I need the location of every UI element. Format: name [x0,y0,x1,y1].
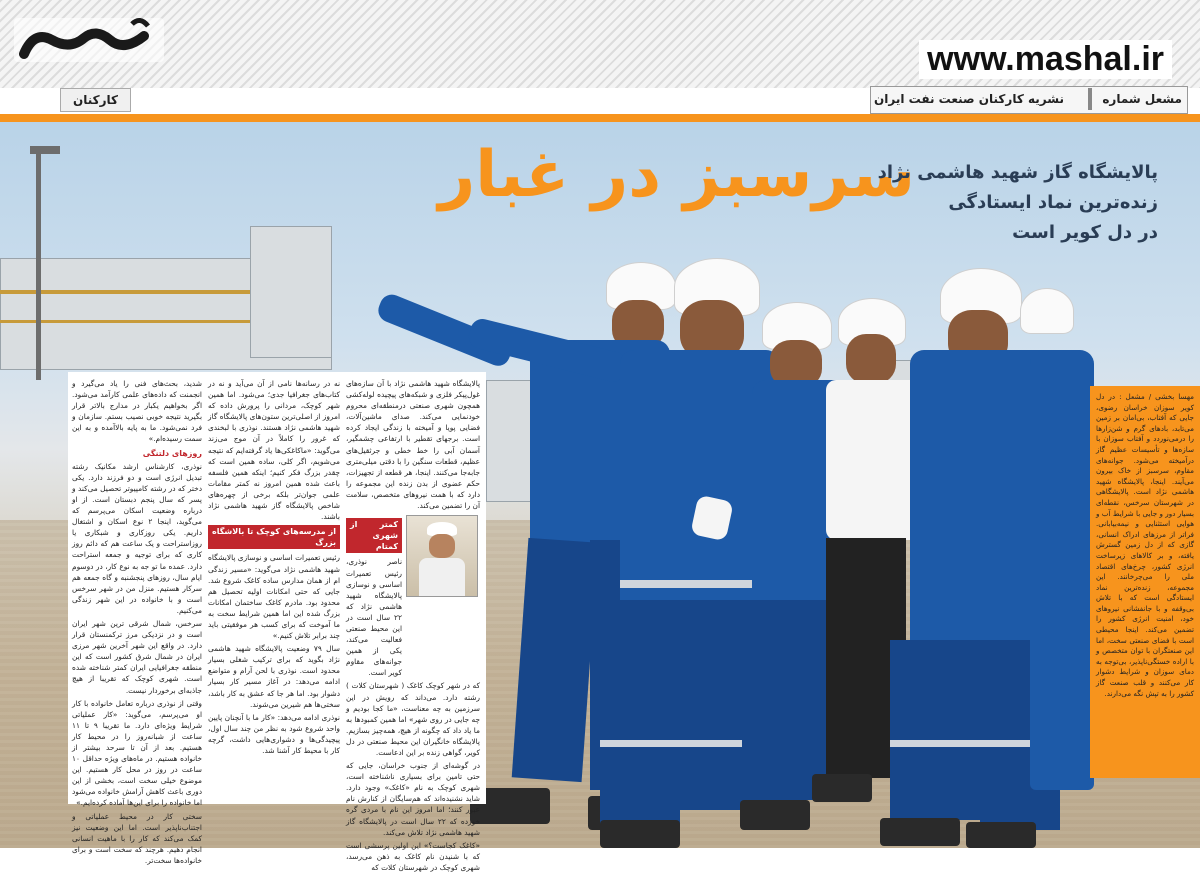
mashal-logo [14,10,164,70]
subtitle-line: در دل کویر است [1012,222,1158,243]
subtitle-line: زنده‌ترین نماد ایستادگی [948,192,1158,213]
text-column-right [346,378,480,872]
author-shirt [419,558,465,596]
light-pole [36,150,41,380]
author-text [346,515,402,680]
paragraph: «کاغک کجاست؟» این اولین پرسشی است که با شنیدن نام کاغک به ذهن می‌رسد، شهری کوچک در شهرستان کلات که [346,840,480,872]
paragraph: در گوشه‌ای از جنوب خراسان، جایی که حتی تامین برای بسیاری ناشناخته است، شهری کوچک به نام «کاغک» وجود دارد. شاید نشنیده‌اند که هم‌سایگان از کنارش نام عبور کنند؛ اما امروز این نام با مردی گره خورده که ۲۲ سال است در پالایشگاه گاز شهید هاشمی نژاد تلاش می‌کند. [346,761,480,837]
paragraph: رئیس تعمیرات اساسی و نوسازی پالایشگاه شهید هاشمی نژاد می‌گوید: «مسیر زندگی ام از همان مدارس ساده کاغک شروع شد. جایی که حتی امکانات اولیه تحصیل هم محدود بود. مادرم کاغک ساختمان امکانات بزرگ شده این اما همین شرایط سخت به ما آموخت که برای کسب هر موفقیتی باید چند برابر تلاش کنیم.» [208,553,340,641]
paragraph: نوذری، کارشناس ارشد مکانیک رشته تبدیل انرژی است و دو فرزند دارد. یکی دختر که در رشته کامپیوتر تحصیل می‌کند و پسر که سال پنجم دبستان است. از او درباره وضعیت اسکان می‌پرسم که می‌گوید، اینجا ۲ نوع اسکان و اشتغال داریم. یکی روزکاری و شبکاری یا روزاستراحت و یک ساعت هم که دائم روز کاری که برای توجیه و جمعه استراحت دارد. عمده ما تو جه به نوع کار، در دوسوم ایام سال، روزهای پنجشنبه و گاه جمعه هم سرکار هستیم. منزل من در شهر سرخس است و با خانواده در این شهر زندگی می‌کنیم. [72,461,202,615]
lead-sidebar [1090,386,1200,778]
subtitle-line: پالایشگاه گاز شهید هاشمی نژاد [877,162,1158,183]
author-heading: کمتر از شهری کمتام [346,518,402,553]
section-label: کارکنان [60,88,131,112]
author-face [429,534,455,558]
worker-shoe [812,774,872,802]
paragraph: پالایشگاه شهید هاشمی نژاد با آن سازه‌های غول‌پیکر فلزی و شبکه‌های پیچیده لوله‌کشی همچون شهری صنعتی درمنطقه‌ای محروم خودنمایی می‌کند. صدای ماشین‌آلات، فضایی پویا و آمیخته با زندگی ایجاد کرده است. برجهای تقطیر با ارتفاعی چشمگیر، آسمان آبی را خط خطی و جرثقیل‌های عظیم، قطعات سنگین را با دقتی میلی‌متری جابه‌جا می‌کنند. اینجا، هر قطعه از تجهیزات، حکم عضوی از بدن زنده این مجموعه را دارد که با همت نیروهای متخصص، سلامت آن را تضمین می‌کند. [346,379,480,511]
article-subtitle [878,158,1158,248]
text-column-left [72,378,203,865]
paragraph: سرخس، شمال شرقی ترین شهر ایران است و در نزدیکی مرز ترکمنستان قرار دارد. در واقع این شهر آخرین شهر مرزی ایران در شمال شرق کشور است که این منطقه جغرافیایی ایران کمتر شناخته شده است. شهری کوچک که تقریبا از هیچ جاذبه‌ای برخوردار نیست. [72,618,202,695]
worker-leg [600,600,680,830]
subheading: روزهای دلتنگی [142,448,202,458]
subheading: از مدرسه‌های کوچک تا بالاشگاه بزرگ [208,525,340,549]
lead-paragraph: مهسا بخشی / مشعل : در دل کویر سوزان خراسان رضوی، جایی که آفتاب، بی‌امان بر زمین می‌تابد، بادهای گرم و شن‌زارها را درمی‌نوردد و آفتاب سوزان با سازه‌ها و تأسیسات عظیم گاز درآمیخته می‌شود. جوانه‌های مقاوم، سرسبز از خاک بیرون می‌آیند. اینجا، پالایشگاه شهید هاشمی نژاد است. پالایشگاهی در شهرستان سرخس، نقطه‌ای بسیار دور و جایی با شرایط آب و هوایی استثنایی و نیمه‌بیابانی. فراتر از مرزهای ادراک انسانی، گازی که از دل زمین گسترش یافته، و بر کالاهای زیرساخت انرژی کشور، چرخ‌های اقتصاد ملی را می‌چرخانند. این مجموعه، زنده‌ترین نماد ایستادگی است که با تلاش بی‌وقفه و با جانفشانی نیروهای خود، امنیت انرژی کشور را تضمین می‌کند. اینجا محیطی است با فضای صنعتی سخت، اما این صنعتگران با توان متخصص و با اراده خستگی‌ناپذیر، بی‌توجه به دمای سوزان و شرایط دشوار کار می‌کنند و قلب صنعت گاز کشور را به تپش نگه می‌دارند. [1096,392,1194,698]
light-pole-head [30,146,60,154]
worker-helmet [1020,288,1074,334]
paragraph: که در شهر کوچک کاغک ( شهرستان کلات ) رشته دارد. می‌داند که رویش در این سرزمین به چه معناست، «ما کجا بودیم و چه جایی در روی شهر» اما همین کمبودها به ما یاد داد که چگونه از هیچ، همه‌چیز بسازیم. پالایشگاه خانگیران این محیط صنعتی در دل کویر، گواهی زنده بر این ادعاست. [346,681,480,757]
paragraph: سختی کار در محیط عملیاتی و اجتناب‌ناپذیر است. اما این وضعیت نیز کمک می‌کند که کار را با ماهیت انسانی انجام دهیم. هرچند که سخت است و برای خانواده‌ها سخت‌تر. [72,811,202,865]
worker-leg [680,600,750,810]
paragraph: ناصر نوذری، رئیس تعمیرات اساسی و نوسازی پالایشگاه شهید هاشمی نژاد که ۲۲ سال است در این محیط صنعتی فعالیت می‌کند، یکی از همین جوانه‌های مقاوم کویر است. [346,557,402,678]
paragraph: نوذری ادامه می‌دهد: «کار ما با آنچنان پایین واحد شروع شود به نظر من چند سال اول، پیچیدگی‌ها و دشواری‌هایی داشت، گرچه کار با محیط کار آشنا شد. [208,712,340,755]
paragraph: وقتی از نوذری درباره تعامل خانواده با کار او می‌پرسم، می‌گوید: «کار عملیاتی شرایط ویژه‌ای دارد. ما تقریبا ۹ تا ۱۱ ساعت از شبانه‌روز را در محیط کار هستیم. بعد از آن تا سرحد بیشتر از خانواده هستیم. در ماه‌های ویژه حداقل ۱۰ ساعت در روز در محل کار هستیم. این موضوع خیلی سخت است، بخشی از این دوری باعث کاهش آرامش خانواده می‌شود اما خانواده را برای این‌ها آماده کرده‌ایم.» [72,698,203,808]
worker-boot [600,820,680,848]
strip-divider [1088,88,1092,110]
worker-boot [880,818,960,846]
white-shirt [826,380,922,540]
text-column-middle [208,378,340,798]
publication-name: نشریه کارکنان صنعت نفت ایران [874,92,1064,106]
website-url[interactable]: www.mashal.ir [919,40,1172,79]
paragraph: سال ۷۹ وضعیت پالایشگاه شهید هاشمی نژاد بگوید که برای ترکیب شغلی بسیار محدود است. نوذری با لحن آرام و متواضع ادامه می‌دهد: در آغاز مسیر کار بسیار دشوار بود. اما هر جا که عشق به کار باشد، سختی‌ها هم شیرین می‌شوند. [208,644,340,709]
reflective-stripe [600,740,750,747]
worker-boot [740,800,810,830]
author-block [346,515,480,680]
paragraph: نه در رسانه‌ها نامی از آن می‌آید و نه در کتاب‌های جغرافیا جدی؛ می‌شود. اما همین شهر کوچک، مردانی را پرورش داده که امروز از اصلی‌ترین ستون‌های پالایشگاه گاز شهید هاشمی نژاد هستند. نوذری با لبخندی که غرور را کاملاً در آن موج می‌زند می‌گوید: «ماکاغکی‌ها یاد گرفته‌ایم که نتیجه می‌شویم، اگر کلی، ساده همین است که چقدر بزرگ فکر کنیم؛ اینکه همین فلسفه باعث شده همین امروز نه کمتر مقامات علمی جوان‌تر بلکه برخی از چهره‌های شاخص پالایشگاه گاز شهید هاشمی نژاد باشند. [208,379,340,522]
author-photo [406,515,478,597]
article-title: سرسبز در غبار [438,138,915,212]
header-accent-bar [0,114,1200,122]
plant-tower [250,226,332,358]
worker-boot [966,822,1036,848]
worker-leg [890,640,980,820]
worker-head [846,334,896,384]
issue-number: مشعل شماره [1102,92,1182,106]
paragraph: شدید، بحث‌های فنی را یاد می‌گیرد و انجمنت که داده‌های علمی کارآمد می‌شود. اگر بخواهیم یکبار در مدارج بالاتر قرار بگیرید نتیجه خوبی نصیب بستم. سازمان و فرد نمی‌شود. ما به پایه بالاآمده و به این سمت رسیده‌ام.» [72,379,202,444]
worker-suit [1030,350,1094,790]
article-body [68,372,486,872]
